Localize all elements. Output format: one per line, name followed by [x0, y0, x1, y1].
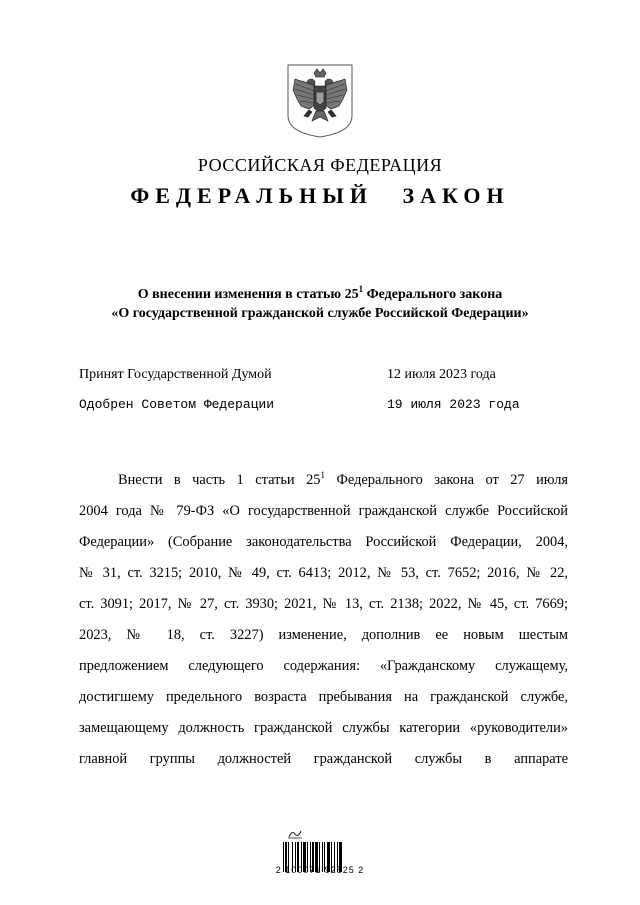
title-line-1-end: Федерального закона [363, 287, 503, 302]
registration-mark-icon [288, 829, 302, 839]
body-line: ст. 3091; 2017, № 27, ст. 3930; 2021, № 13, ст. 2138; 2022, № 45, ст. 7669; [79, 596, 568, 612]
body-paragraph [79, 465, 568, 775]
title-line-1-text: О внесении изменения в статью 25 [137, 287, 359, 302]
body-superscript: 1 [320, 470, 326, 480]
body-line-1-end: Федерального закона от 27 июля [325, 472, 568, 488]
body-line: предложением следующего содержания: «Гражданскому служащему, [79, 658, 568, 674]
duma-date: 12 июля 2023 года [387, 367, 496, 382]
title-line-2: «О государственной гражданской службе Российской Федерации» [111, 306, 529, 321]
body-line: Федерации» (Собрание законодательства Российской Федерации, 2004, [79, 534, 568, 550]
body-line: 2004 года № 79-ФЗ «О государственной гражданской службе Российской [79, 503, 568, 519]
council-label: Одобрен Советом Федерации [79, 397, 275, 412]
body-line: замещающему должность гражданской службы категории «руководители» [79, 720, 568, 736]
duma-label: Принят Государственной Думой [79, 367, 272, 382]
body-line-1-text: Внести в часть 1 статьи 25 [118, 472, 321, 488]
body-line-1 [79, 465, 568, 496]
barcode-number: 2 100071 92525 2 [275, 865, 365, 875]
body-line: 2023, № 18, ст. 3227) изменение, дополнив ее новым шестым [79, 627, 568, 643]
body-line: главной группы должностей гражданской службы в аппарате [79, 751, 568, 767]
title-line-1 [0, 280, 640, 304]
country-name: РОССИЙСКАЯ ФЕДЕРАЦИЯ [197, 155, 443, 175]
body-line: достигшему предельного возраста пребывания на гражданской службе, [79, 689, 568, 705]
body-line: № 31, ст. 3215; 2010, № 49, ст. 6413; 2012, № 53, ст. 7652; 2016, № 22, [79, 565, 568, 581]
council-date: 19 июля 2023 года [387, 397, 520, 412]
law-title [0, 280, 640, 323]
document-type: ФЕДЕРАЛЬНЫЙ ЗАКОН [130, 183, 510, 208]
coat-of-arms-icon [287, 64, 353, 138]
title-superscript: 1 [358, 284, 364, 294]
